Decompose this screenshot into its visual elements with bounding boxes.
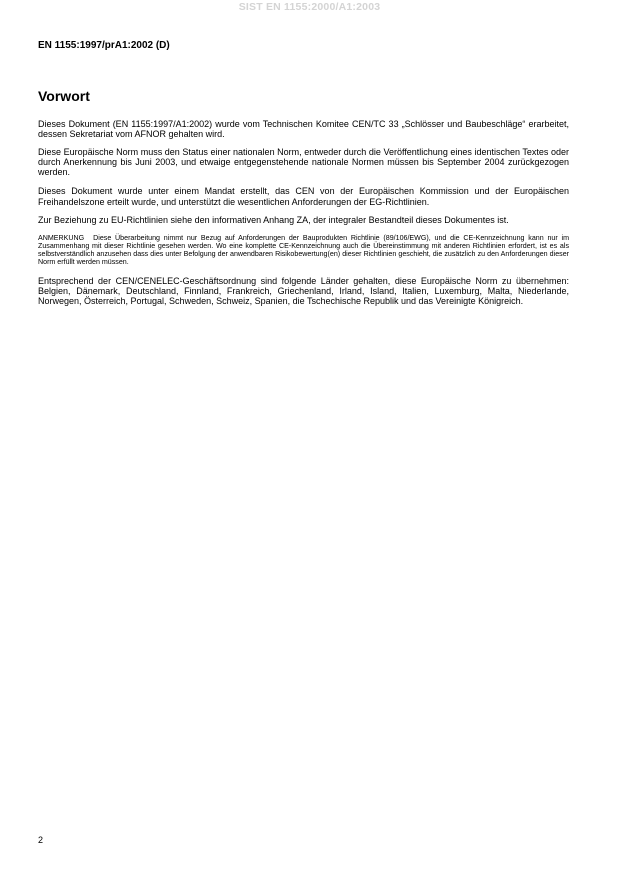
document-id: EN 1155:1997/prA1:2002 (D): [38, 40, 170, 51]
note: [38, 234, 569, 266]
paragraph-directives: Zur Beziehung zu EU-Richtlinien siehe den informativen Anhang ZA, der integraler Bestandteil dieses Dokumentes ist.: [38, 214, 509, 225]
paragraph-status: Diese Europäische Norm muss den Status einer nationalen Norm, entweder durch die Veröffentlichung eines identischen Textes oder durch Anerkennung bis Juni 2003, und etwaige entgegenstehende nationale Normen müssen bis September 2004 zurückgezogen werden.: [38, 147, 569, 178]
page-number: 2: [38, 835, 44, 845]
paragraph-countries: Entsprechend der CEN/CENELEC-Geschäftsordnung sind folgende Länder gehalten, diese Europäische Norm zu übernehmen: Belgien, Dänemark, Deutschland, Finnland, Frankreich, Griechenland, Irland, Island, Italien, Luxemburg, Malta, Niederlande, Norwegen, Österreich, Portugal, Schweden, Schweiz, Spanien, die Tschechische Republik und das Vereinigte Königreich.: [38, 276, 569, 307]
note-label: ANMERKUNG: [38, 233, 85, 242]
paragraph-committee: Dieses Dokument (EN 1155:1997/A1:2002) wurde vom Technischen Komitee CEN/TC 33 „Schlösser und Baubeschläge“ erarbeitet, dessen Sekretariat vom AFNOR gehalten wird.: [38, 119, 569, 140]
watermark: SIST EN 1155:2000/A1:2003: [238, 1, 381, 13]
paragraph-mandate: Dieses Dokument wurde unter einem Mandat erstellt, das CEN von der Europäischen Kommission und der Europäischen Freihandelszone erteilt wurde, und unterstützt die wesentlichen Anforderungen der EG-Richtlinien.: [38, 186, 569, 207]
note-text: Diese Überarbeitung nimmt nur Bezug auf Anforderungen der Bauprodukten Richtlinie (89/106/EWG), und die CE-Kennzeichnung kann nur im Zusammenhang mit dieser Richtlinie gesehen werden. Wo eine komplette CE-Kennzeichnung auch die Übereinstimmung mit anderen Richtlinien erfordert, ist es als selbstverständlich anzusehen dass dies unter Befolgung der anwendbaren Risikobewertung(en) dieser Richtlinien geschieht, die zusätzlich zu den Anforderungen dieser Norm erfüllt werden müssen.: [38, 233, 569, 267]
section-title: Vorwort: [38, 88, 90, 104]
foreword-body: [38, 119, 569, 314]
